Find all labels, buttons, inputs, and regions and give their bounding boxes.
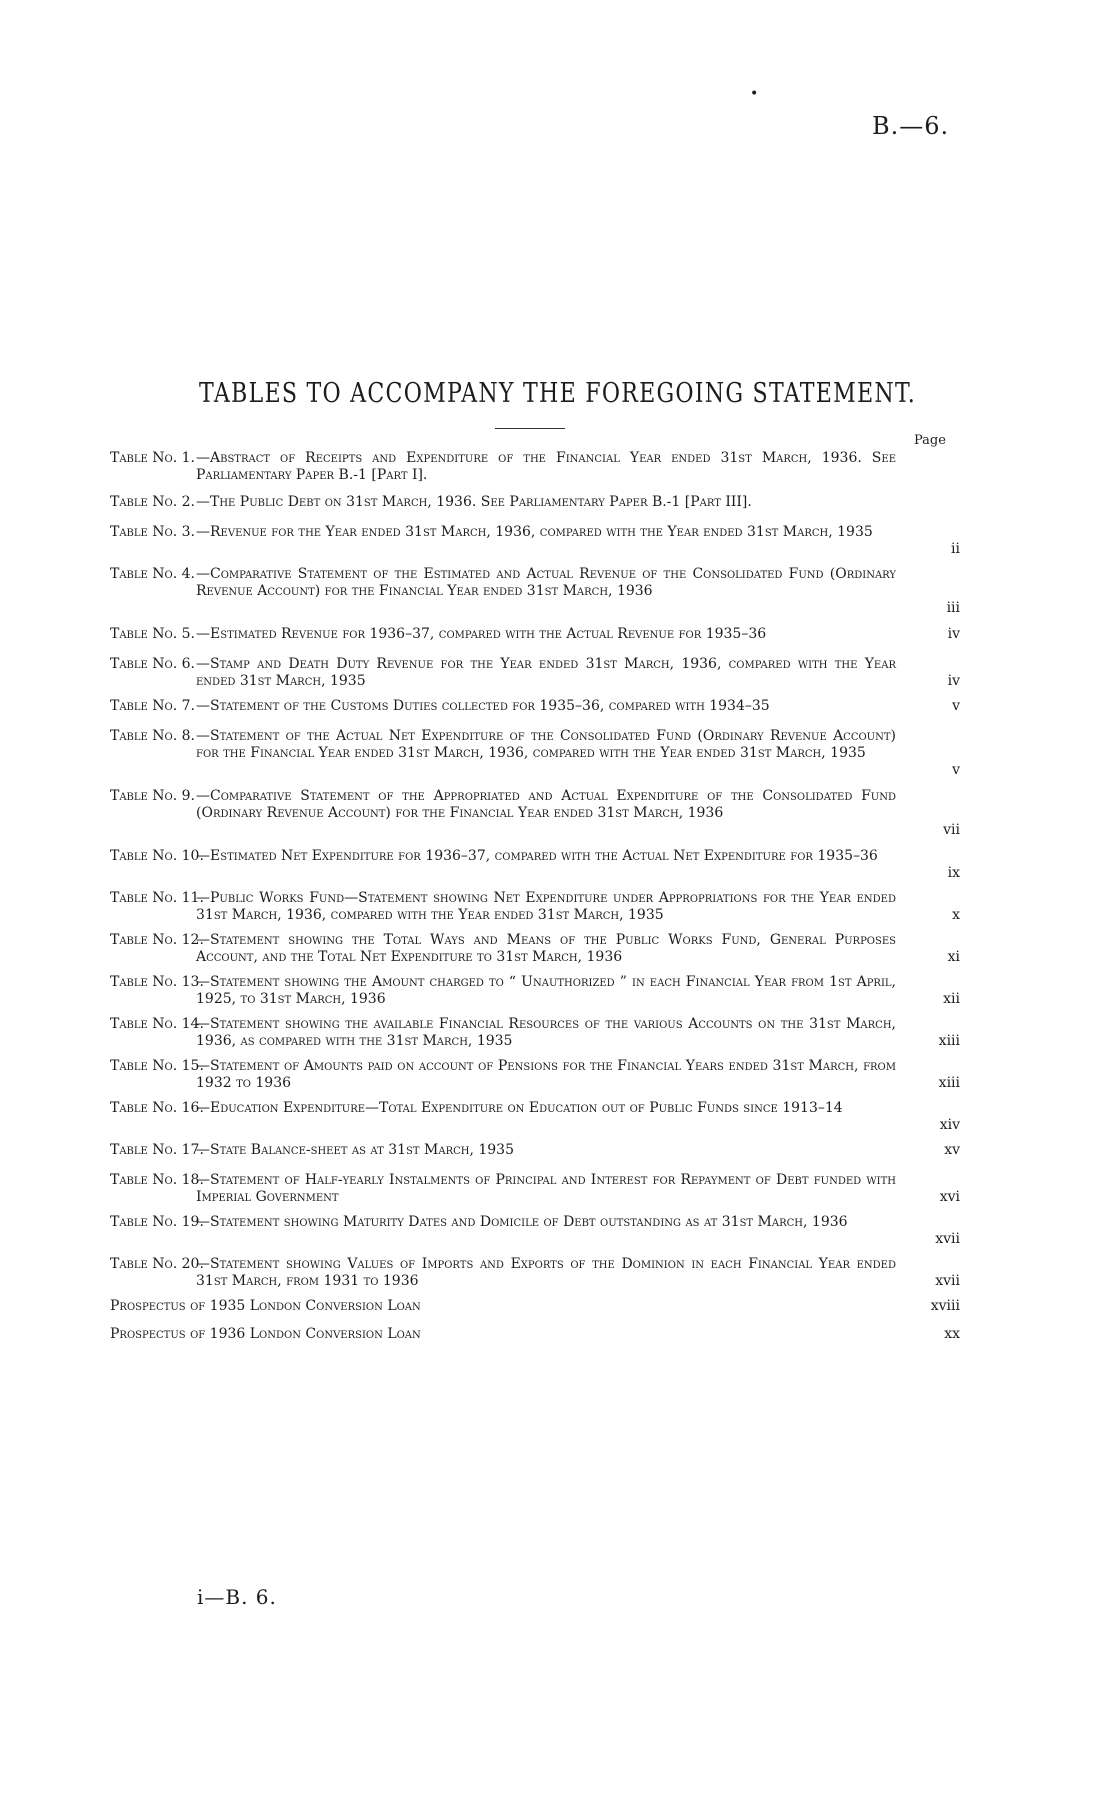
title-rule (495, 428, 565, 429)
entry-label: Table No. 19. (110, 1214, 204, 1230)
entry-page: xi (947, 949, 960, 965)
entry-text: —Comparative Statement of the Estimated and Actual Revenue of the Consolidated Fund (Ordinary Revenue Account) for the Financial Year ended 31st March, 1936 (196, 566, 896, 599)
entry-page: xii (943, 991, 960, 1007)
entry-text: —Statement of Half-yearly Instalments of Principal and Interest for Repayment of Debt funded with Imperial Government (196, 1172, 896, 1205)
entry-text: —Statement of the Customs Duties collected for 1935–36, compared with 1934–35 (196, 698, 770, 714)
entry-label: Table No. 17. (110, 1142, 204, 1158)
entry-page: xiii (938, 1033, 960, 1049)
document-reference: B.—6. (872, 112, 950, 140)
entry-page: iv (947, 673, 960, 689)
entry-page: xx (944, 1326, 960, 1342)
entry-page: v (952, 762, 960, 778)
entry-page: xv (944, 1142, 960, 1158)
entry-page: ii (951, 541, 960, 557)
entry-label: Table No. 12. (110, 932, 204, 948)
entry-label: Table No. 16. (110, 1100, 204, 1116)
entry-text: —Statement showing the Amount charged to “ Unauthorized ” in each Financial Year from 1st April, 1925, to 31st March, 1936 (196, 974, 896, 1007)
entry-text: —Public Works Fund—Statement showing Net Expenditure under Appropriations for the Year ended 31st March, 1936, compared with the Year ended 31st March, 1935 (196, 890, 896, 923)
entry-text: —Education Expenditure—Total Expenditure on Education out of Public Funds since 1913–14 (196, 1100, 843, 1116)
entry-page: v (952, 698, 960, 714)
entry-page: vii (943, 822, 960, 838)
entry-text: —Revenue for the Year ended 31st March, 1936, compared with the Year ended 31st March, 1935 (196, 524, 873, 540)
entry-label: Table No. 7. (110, 698, 196, 714)
entry-text: —State Balance-sheet as at 31st March, 1935 (196, 1142, 514, 1158)
page-column-heading: Page (914, 433, 946, 448)
entry-label: Table No. 6. (110, 656, 196, 672)
entry-text: —Estimated Net Expenditure for 1936–37, compared with the Actual Net Expenditure for 1935–36 (196, 848, 878, 864)
entry-label: Table No. 1. (110, 450, 196, 466)
entry-text: —Statement showing the Total Ways and Means of the Public Works Fund, General Purposes Account, and the Total Net Expenditure to 31st March, 1936 (196, 932, 896, 965)
page-footer: i—B. 6. (197, 1585, 277, 1609)
entry-text: Prospectus of 1935 London Conversion Loan (110, 1298, 421, 1314)
page-title: TABLES TO ACCOMPANY THE FOREGOING STATEMENT. (199, 378, 917, 409)
entry-label: Table No. 13. (110, 974, 204, 990)
entry-text: —Estimated Revenue for 1936–37, compared with the Actual Revenue for 1935–36 (196, 626, 767, 642)
stray-mark: • (750, 86, 759, 102)
entry-label: Table No. 20. (110, 1256, 204, 1272)
entry-label: Table No. 15. (110, 1058, 204, 1074)
entry-text: —Abstract of Receipts and Expenditure of the Financial Year ended 31st March, 1936. See Parliamentary Paper B.-1 [Part I]. (196, 450, 896, 483)
entry-text: —Statement showing Maturity Dates and Domicile of Debt outstanding as at 31st March, 1936 (196, 1214, 848, 1230)
entry-page: x (952, 907, 960, 923)
entry-page: ix (947, 865, 960, 881)
entry-label: Table No. 9. (110, 788, 196, 804)
entry-label: Table No. 14. (110, 1016, 204, 1032)
entry-label: Table No. 11. (110, 890, 204, 906)
entry-label: Table No. 10. (110, 848, 204, 864)
entry-text: Prospectus of 1936 London Conversion Loan (110, 1326, 421, 1342)
entry-page: xiii (938, 1075, 960, 1091)
entry-text: —Statement of the Actual Net Expenditure of the Consolidated Fund (Ordinary Revenue Account) for the Financial Year ended 31st March, 1936, compared with the Year ended 31st March, 1935 (196, 728, 896, 761)
entry-label: Table No. 18. (110, 1172, 204, 1188)
entry-label: Table No. 2. (110, 494, 196, 510)
entry-page: xviii (930, 1298, 960, 1314)
entry-label: Table No. 3. (110, 524, 196, 540)
entry-page: xvii (935, 1231, 960, 1247)
entry-label: Table No. 4. (110, 566, 196, 582)
entry-label: Table No. 8. (110, 728, 196, 744)
entry-text: —Statement of Amounts paid on account of Pensions for the Financial Years ended 31st March, from 1932 to 1936 (196, 1058, 896, 1091)
entry-text: —Stamp and Death Duty Revenue for the Year ended 31st March, 1936, compared with the Year ended 31st March, 1935 (196, 656, 896, 689)
entry-text: —Comparative Statement of the Appropriated and Actual Expenditure of the Consolidated Fund (Ordinary Revenue Account) for the Financial Year ended 31st March, 1936 (196, 788, 896, 821)
entry-page: xiv (939, 1117, 960, 1133)
entry-page: xvi (939, 1189, 960, 1205)
entry-label: Table No. 5. (110, 626, 196, 642)
entry-text: —Statement showing the available Financial Resources of the various Accounts on the 31st March, 1936, as compared with the 31st March, 1935 (196, 1016, 896, 1049)
entry-text: —The Public Debt on 31st March, 1936. See Parliamentary Paper B.-1 [Part III]. (196, 494, 752, 510)
entry-page: iv (947, 626, 960, 642)
entry-page: iii (946, 600, 960, 616)
entry-text: —Statement showing Values of Imports and Exports of the Dominion in each Financial Year ended 31st March, from 1931 to 1936 (196, 1256, 896, 1289)
entry-page: xvii (935, 1273, 960, 1289)
